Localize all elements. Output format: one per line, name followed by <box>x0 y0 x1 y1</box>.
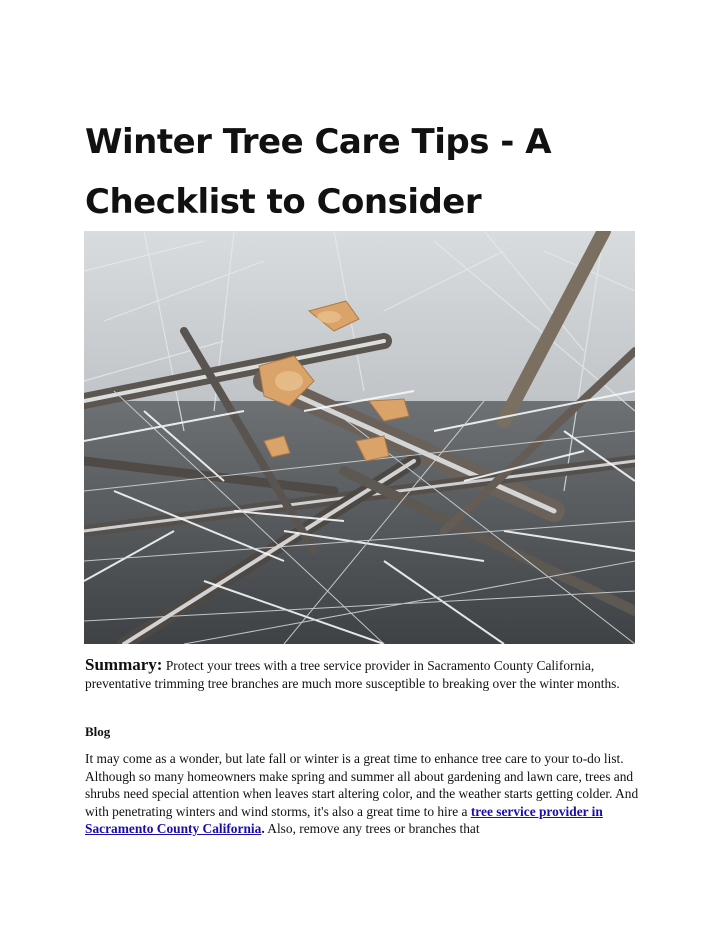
paragraph-text-continued: Also, remove any trees or branches that <box>267 821 480 836</box>
summary-text: Protect your trees with a tree service provider in Sacramento County California, preventative trimming tree branches are much more susceptible to breaking over the winter months. <box>85 658 620 691</box>
tree-service-link[interactable]: tree service provider in Sacramento County California <box>85 803 603 836</box>
summary-label: Summary: <box>85 655 163 674</box>
page-title: Winter Tree Care Tips - A Checklist to Consider <box>85 122 552 222</box>
summary <box>85 656 645 692</box>
link-period: . <box>261 821 265 836</box>
paragraph-text: It may come as a wonder, but late fall or winter is a great time to enhance tree care to your to-do list. Although so many homeowners make spring and summer all about gardening and lawn care, trees and shrubs need special attention when leaves start altering color, and the weather starts getting colder. And with penetrating winters and wind storms, it's also a great time to hire a <box>85 751 639 819</box>
body-paragraph <box>85 750 645 838</box>
article-image <box>84 231 635 644</box>
blog-heading: Blog <box>85 724 111 739</box>
